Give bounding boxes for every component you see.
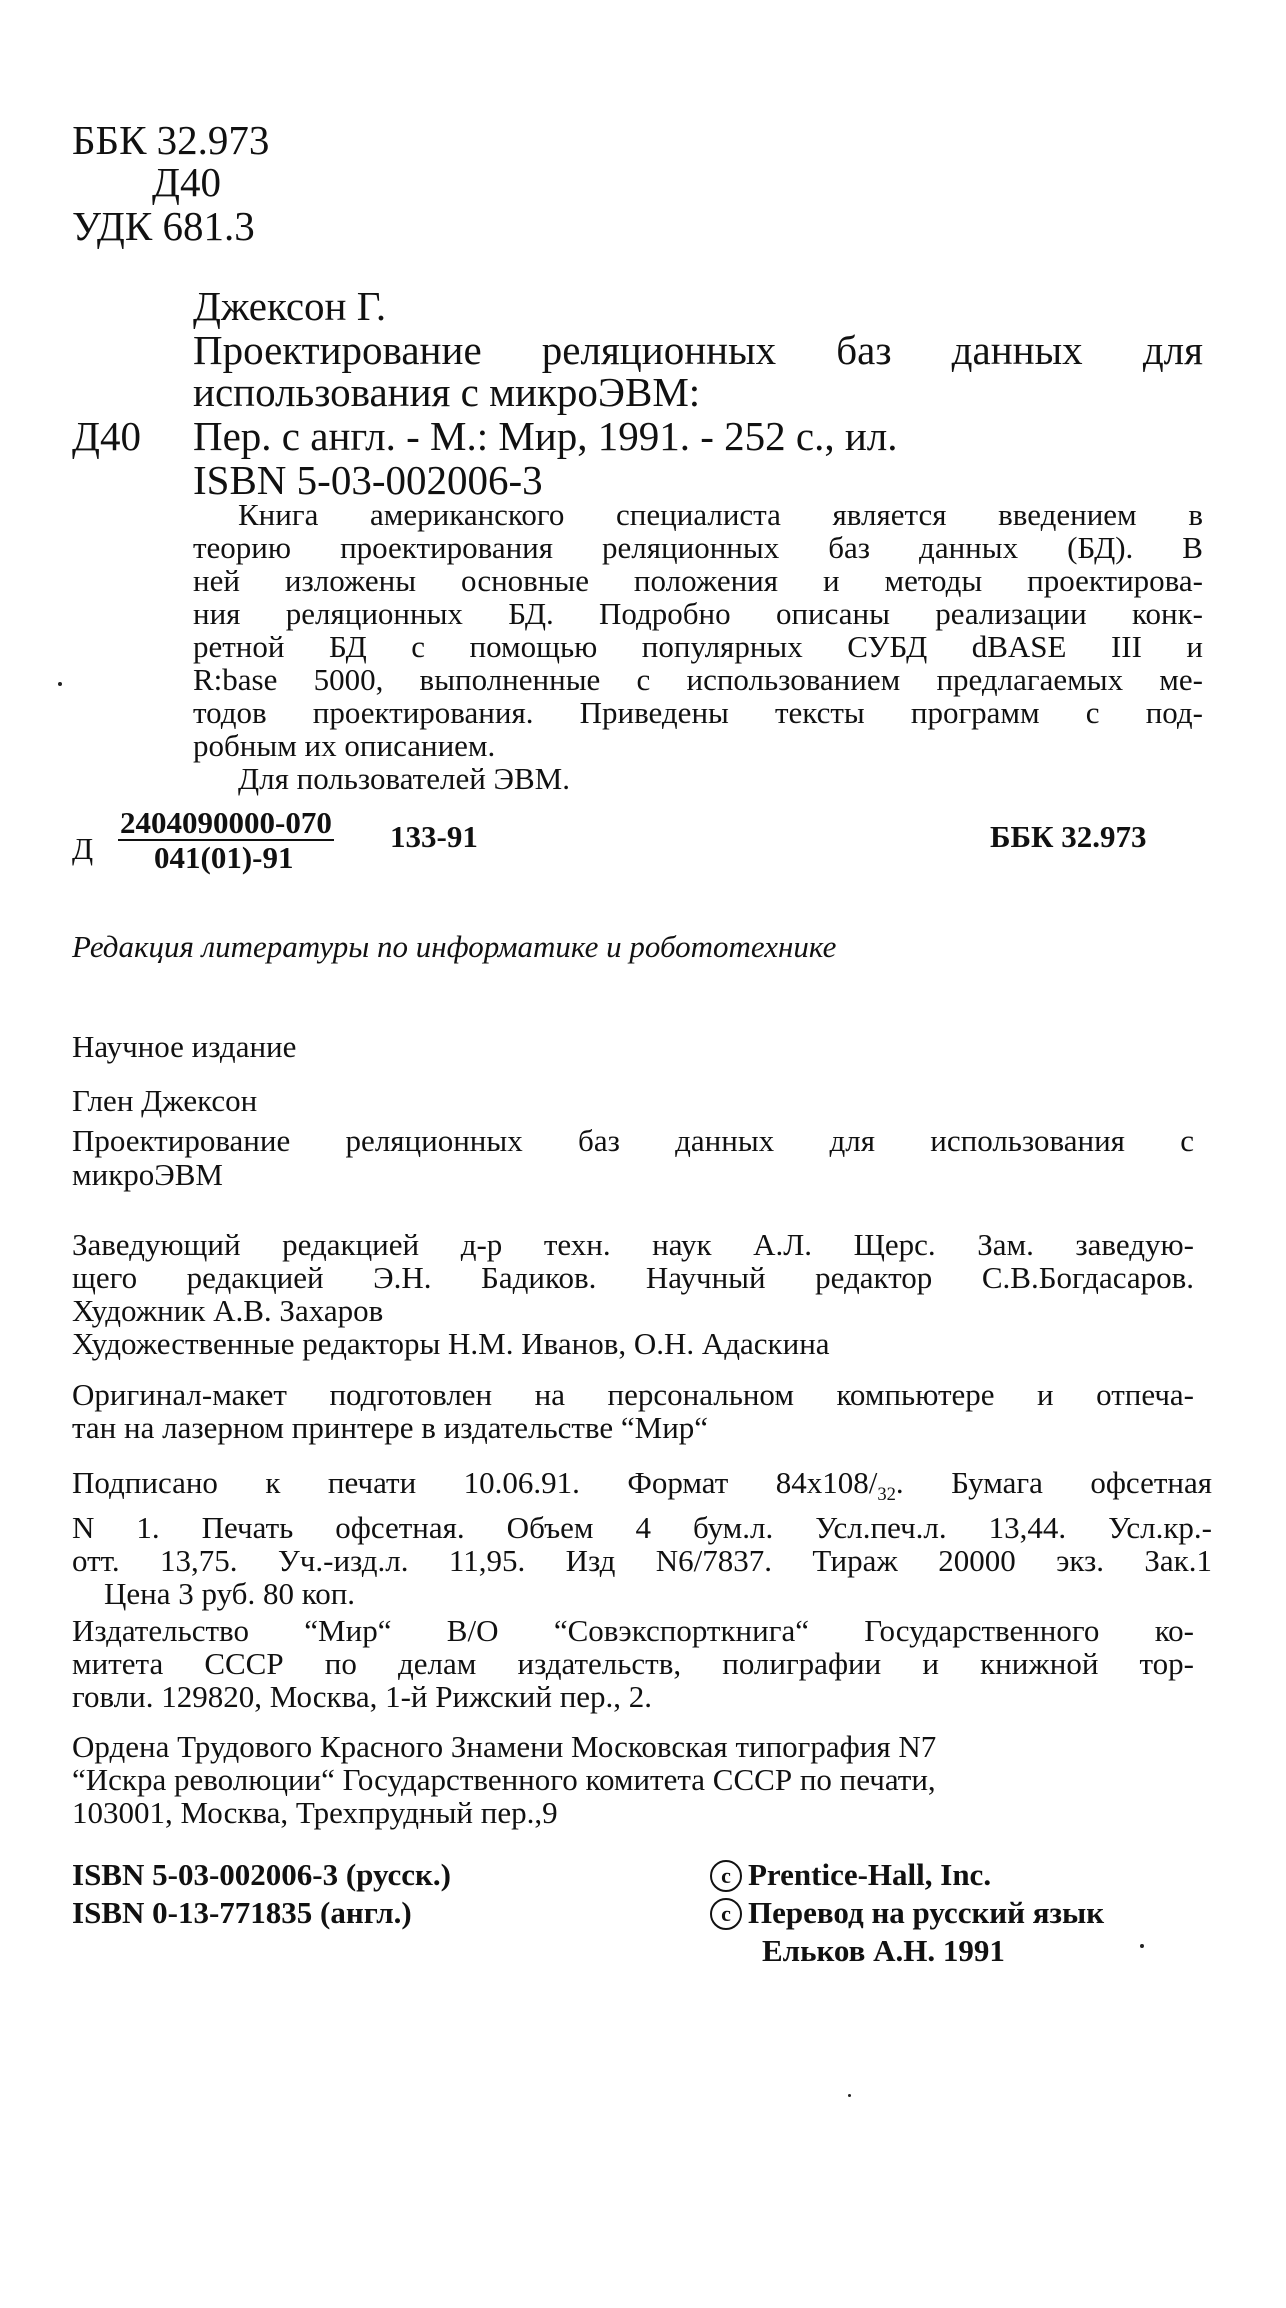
biblio-title-line1: Проектирование реляционных баз данных для	[193, 327, 1203, 373]
biblio-author: Джексон Г.	[193, 283, 387, 329]
annotation-line: R:base 5000, выполненные с использованием предлагаемых ме-	[193, 662, 1203, 697]
original-line: Оригинал-макет подготовлен на персональном компьютере и отпеча-	[72, 1377, 1194, 1412]
print-line: Подписано к печати 10.06.91. Формат $84х108/_{32}$. Бумага офсетная	[72, 1465, 1212, 1506]
classification-numerator: 2404090000-070	[120, 805, 332, 840]
staff-line: Художественные редакторы Н.М. Иванов, О.Н. Адаскина	[72, 1326, 830, 1361]
print-price: Цена 3 руб. 80 коп.	[104, 1576, 356, 1612]
annotation-line: робным их описанием.	[193, 728, 496, 763]
staff-line: Художник А.В. Захаров	[72, 1293, 384, 1328]
isbn-english: ISBN 0-13-771835 (англ.)	[72, 1895, 412, 1930]
edition-type: Научное издание	[72, 1029, 297, 1064]
annotation-line: тодов проектирования. Приведены тексты программ с под-	[193, 695, 1203, 730]
print-line: N 1. Печать офсетная. Объем 4 бум.л. Усл.печ.л. 13,44. Усл.кр.-	[72, 1510, 1212, 1546]
colophon-printer	[72, 1730, 1194, 1829]
editorial-office: Редакция литературы по информатике и робототехнике	[72, 929, 837, 964]
annotation-line: ней изложены основные положения и методы проектирова-	[193, 563, 1203, 598]
annotation-audience: Для пользователей ЭВМ.	[238, 761, 570, 796]
biblio-isbn: ISBN 5-03-002006-3	[193, 457, 543, 503]
publisher-line: говли. 129820, Москва, 1-й Рижский пер., 2.	[72, 1679, 653, 1714]
classification-bbk: ББК 32.973	[990, 819, 1147, 854]
printer-line: Ордена Трудового Красного Знамени Московская типография N7	[72, 1729, 937, 1764]
copyright-translator: Ельков А.Н. 1991	[762, 1933, 1005, 1968]
bbk-code: ББК 32.973	[72, 117, 270, 163]
print-line: отт. 13,75. Уч.-изд.л. 11,95. Изд N6/7837. Тираж 20000 экз. Зак.1	[72, 1543, 1212, 1579]
colophon-staff	[72, 1228, 1194, 1360]
publisher-line: Издательство “Мир“ В/О “Совэкспорткнига“ Государственного ко-	[72, 1613, 1194, 1648]
copyright-original: c Prentice-Hall, Inc.	[710, 1858, 991, 1892]
isbn-russian: ISBN 5-03-002006-3 (русск.)	[72, 1857, 451, 1892]
colophon-publisher	[72, 1614, 1194, 1713]
copyright-icon: c	[710, 1860, 742, 1892]
classification-prefix: Д	[72, 831, 94, 866]
staff-line: щего редакцией Э.Н. Бадиков. Научный редактор С.В.Богдасаров.	[72, 1260, 1194, 1295]
annotation-line: ния реляционных БД. Подробно описаны реализации конк-	[193, 596, 1203, 631]
udk-code: УДК 681.3	[72, 203, 255, 249]
colophon-print-data	[72, 1466, 1212, 1610]
copyright-icon: c	[710, 1898, 742, 1930]
annotation-line: ретной БД с помощью популярных СУБД dBASE III и	[193, 629, 1203, 664]
biblio-title-line2: использования с микроЭВМ:	[193, 369, 701, 415]
printer-line: “Искра революции“ Государственного комитета СССР по печати,	[72, 1762, 936, 1797]
colophon-author: Глен Джексон	[72, 1083, 258, 1118]
biblio-annotation	[193, 498, 1203, 795]
printer-line: 103001, Москва, Трехпрудный пер.,9	[72, 1795, 558, 1830]
original-line: тан на лазерном принтере в издательстве “Мир“	[72, 1410, 709, 1445]
annotation-line: Книга американского специалиста является введением в	[238, 497, 1203, 532]
biblio-code: Д40	[72, 413, 141, 459]
classification-code: 133-91	[390, 819, 478, 854]
staff-line: Заведующий редакцией д-р техн. наук А.Л. Щерс. Зам. заведую-	[72, 1227, 1194, 1262]
colophon-original	[72, 1378, 1194, 1444]
copyright-translation: c Перевод на русский язык	[710, 1896, 1104, 1930]
annotation-line: теорию проектирования реляционных баз данных (БД). В	[193, 530, 1203, 565]
biblio-imprint: Пер. с англ. - М.: Мир, 1991. - 252 с., ил.	[193, 413, 898, 459]
publisher-line: митета СССР по делам издательств, полиграфии и книжной тор-	[72, 1646, 1194, 1681]
classification-fraction	[118, 806, 334, 874]
classification-denominator: 041(01)-91	[154, 840, 294, 875]
d40-code: Д40	[152, 159, 221, 205]
colophon-title-line2: микроЭВМ	[72, 1157, 223, 1192]
colophon-title-line1: Проектирование реляционных баз данных для использования с	[72, 1123, 1194, 1158]
ink-dot	[1140, 1944, 1144, 1948]
ink-dot	[58, 682, 62, 686]
ink-dot	[848, 2094, 851, 2097]
